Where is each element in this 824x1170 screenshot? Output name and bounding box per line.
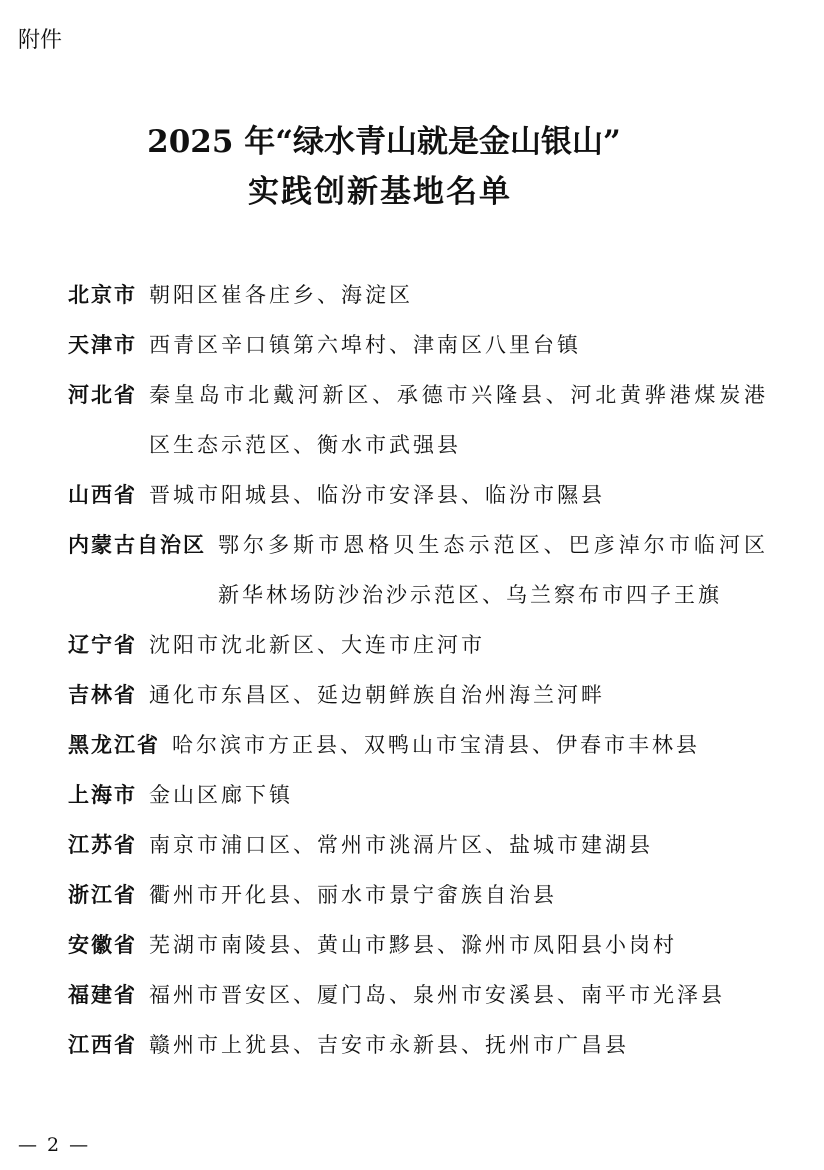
site-names: 福州市晋安区、厦门岛、泉州市安溪县、南平市光泽县 [149, 983, 725, 1007]
site-names: 芜湖市南陵县、黄山市黟县、滁州市凤阳县小岗村 [149, 933, 677, 957]
site-names: 秦皇岛市北戴河新区、承德市兴隆县、河北黄骅港煤炭港区生态示范区、衡水市武强县 [149, 383, 768, 457]
site-names: 赣州市上犹县、吉安市永新县、抚州市广昌县 [149, 1033, 629, 1057]
document-title-line1: 2025 年“绿水青山就是金山银山” [147, 124, 621, 160]
site-names: 沈阳市沈北新区、大连市庄河市 [149, 633, 485, 657]
list-item-heilongjiang [68, 720, 768, 770]
attachment-label: 附件 [18, 28, 63, 53]
list-item-shanghai [68, 770, 768, 820]
site-names: 哈尔滨市方正县、双鸭山市宝清县、伊春市丰林县 [172, 733, 700, 757]
province-label: 黑龙江省 [68, 733, 160, 757]
list-item-jiangsu [68, 820, 768, 870]
list-item-shanxi [68, 470, 768, 520]
province-label: 吉林省 [68, 683, 137, 707]
province-label: 浙江省 [68, 883, 137, 907]
list-item-fujian [68, 970, 768, 1020]
province-label: 河北省 [68, 383, 137, 407]
province-label: 内蒙古自治区 [68, 533, 206, 557]
list-item-beijing [68, 270, 768, 320]
site-names: 西青区辛口镇第六埠村、津南区八里台镇 [149, 333, 581, 357]
base-list [68, 270, 768, 1070]
site-names: 朝阳区崔各庄乡、海淀区 [149, 283, 413, 307]
list-item-anhui [68, 920, 768, 970]
document-title-line2: 实践创新基地名单 [248, 174, 512, 210]
province-label: 福建省 [68, 983, 137, 1007]
province-label: 山西省 [68, 483, 137, 507]
list-item-jilin [68, 670, 768, 720]
site-names: 南京市浦口区、常州市洮滆片区、盐城市建湖县 [149, 833, 653, 857]
site-names: 通化市东昌区、延边朝鲜族自治州海兰河畔 [149, 683, 605, 707]
list-item-hebei [68, 370, 768, 470]
province-label: 天津市 [68, 333, 137, 357]
province-label: 上海市 [68, 783, 137, 807]
province-label: 辽宁省 [68, 633, 137, 657]
province-label: 江西省 [68, 1033, 137, 1057]
site-names: 晋城市阳城县、临汾市安泽县、临汾市隰县 [149, 483, 605, 507]
province-label: 北京市 [68, 283, 137, 307]
province-label: 江苏省 [68, 833, 137, 857]
list-item-zhejiang [68, 870, 768, 920]
page-number: — 2 — [18, 1134, 91, 1156]
list-item-tianjin [68, 320, 768, 370]
list-item-jiangxi [68, 1020, 768, 1070]
list-item-inner-mongolia [68, 520, 768, 620]
list-item-liaoning [68, 620, 768, 670]
site-names: 金山区廊下镇 [149, 783, 293, 807]
province-label: 安徽省 [68, 933, 137, 957]
site-names: 鄂尔多斯市恩格贝生态示范区、巴彦淖尔市临河区新华林场防沙治沙示范区、乌兰察布市四子王旗 [218, 533, 768, 607]
site-names: 衢州市开化县、丽水市景宁畲族自治县 [149, 883, 557, 907]
